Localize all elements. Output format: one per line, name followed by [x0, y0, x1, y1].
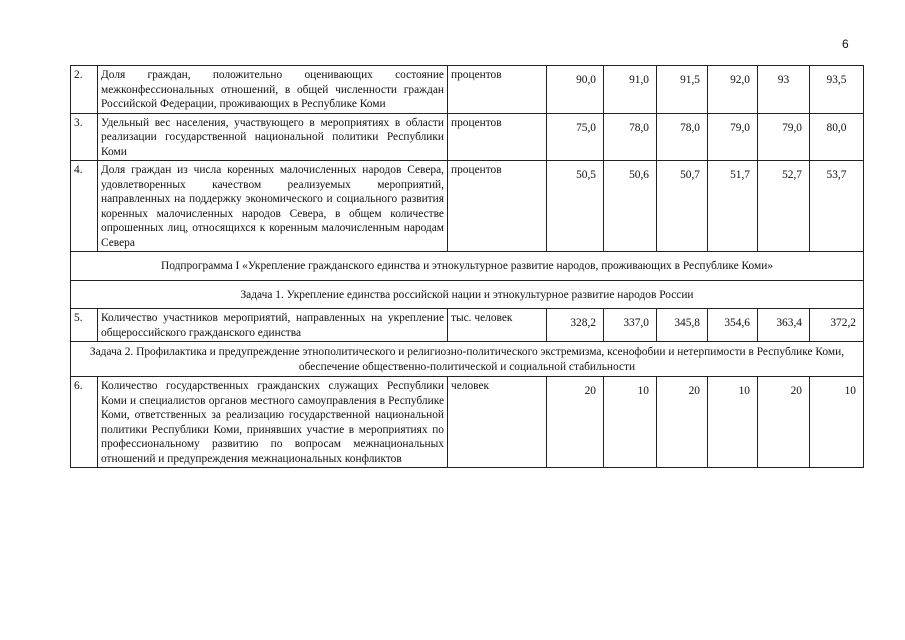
value-cell: 337,0: [604, 309, 657, 342]
row-number: 3.: [71, 113, 98, 161]
value-cell: 79,0: [708, 113, 758, 161]
table-row: [71, 113, 864, 161]
row-number: 2.: [71, 66, 98, 114]
table-row: [71, 280, 864, 309]
indicator-unit: процентов: [448, 161, 547, 252]
value-cell: 75,0: [547, 113, 604, 161]
table-row: [71, 342, 864, 377]
table-row: [71, 377, 864, 468]
row-number: 5.: [71, 309, 98, 342]
task-heading: Задача 1. Укрепление единства российской нации и этнокультурное развитие народов России: [71, 280, 864, 309]
indicator-description: Удельный вес населения, участвующего в мероприятиях в области реализации государственной национальной политики Республики Коми: [98, 113, 448, 161]
value-cell: 50,5: [547, 161, 604, 252]
value-cell: 92,0: [708, 66, 758, 114]
indicator-unit: процентов: [448, 113, 547, 161]
value-cell: 93: [758, 66, 810, 114]
indicator-unit: процентов: [448, 66, 547, 114]
value-cell: 52,7: [758, 161, 810, 252]
value-cell: 79,0: [758, 113, 810, 161]
value-cell: 93,5: [810, 66, 864, 114]
value-cell: 78,0: [604, 113, 657, 161]
value-cell: 53,7: [810, 161, 864, 252]
value-cell: 10: [810, 377, 864, 468]
indicator-description: Количество государственных гражданских служащих Республики Коми и специалистов органов местного самоуправления в Республике Коми, ответственных за реализацию государственной национальной политики Республики Коми, принявших участие в мероприятиях по профессиональному развитию по вопросам межнациональных отношений и предупреждения межнациональных конфликтов: [98, 377, 448, 468]
page-number: 6: [842, 37, 849, 51]
value-cell: 354,6: [708, 309, 758, 342]
table-row: [71, 252, 864, 281]
subprogram-heading: Подпрограмма I «Укрепление гражданского единства и этнокультурное развитие народов, проживающих в Республике Коми»: [71, 252, 864, 281]
value-cell: 20: [657, 377, 708, 468]
value-cell: 50,6: [604, 161, 657, 252]
indicator-description: Доля граждан, положительно оценивающих состояние межконфессиональных отношений, в общей численности граждан Российской Федерации, проживающих в Республике Коми: [98, 66, 448, 114]
indicator-unit: тыс. человек: [448, 309, 547, 342]
value-cell: 91,5: [657, 66, 708, 114]
value-cell: 90,0: [547, 66, 604, 114]
value-cell: 10: [604, 377, 657, 468]
value-cell: 372,2: [810, 309, 864, 342]
table-row: [71, 309, 864, 342]
value-cell: 50,7: [657, 161, 708, 252]
indicator-unit: человек: [448, 377, 547, 468]
indicator-description: Доля граждан из числа коренных малочисленных народов Севера, удовлетворенных качеством реализуемых мероприятий, направленных на поддержку экономического и социального развития коренных малочисленных народов Севера, в общем количестве опрошенных лиц, относящихся к коренным малочисленным народам Севера: [98, 161, 448, 252]
row-number: 6.: [71, 377, 98, 468]
indicators-table: [70, 65, 864, 468]
indicator-description: Количество участников мероприятий, направленных на укрепление общероссийского гражданского единства: [98, 309, 448, 342]
value-cell: 328,2: [547, 309, 604, 342]
value-cell: 51,7: [708, 161, 758, 252]
value-cell: 345,8: [657, 309, 708, 342]
table-row: [71, 66, 864, 114]
table-row: [71, 161, 864, 252]
value-cell: 363,4: [758, 309, 810, 342]
value-cell: 78,0: [657, 113, 708, 161]
value-cell: 80,0: [810, 113, 864, 161]
value-cell: 91,0: [604, 66, 657, 114]
value-cell: 20: [758, 377, 810, 468]
task-heading: Задача 2. Профилактика и предупреждение этнополитического и религиозно-политического экстремизма, ксенофобии и нетерпимости в Республике Коми, обеспечение общественно-политической и социальной стабильности: [71, 342, 864, 377]
value-cell: 10: [708, 377, 758, 468]
value-cell: 20: [547, 377, 604, 468]
row-number: 4.: [71, 161, 98, 252]
